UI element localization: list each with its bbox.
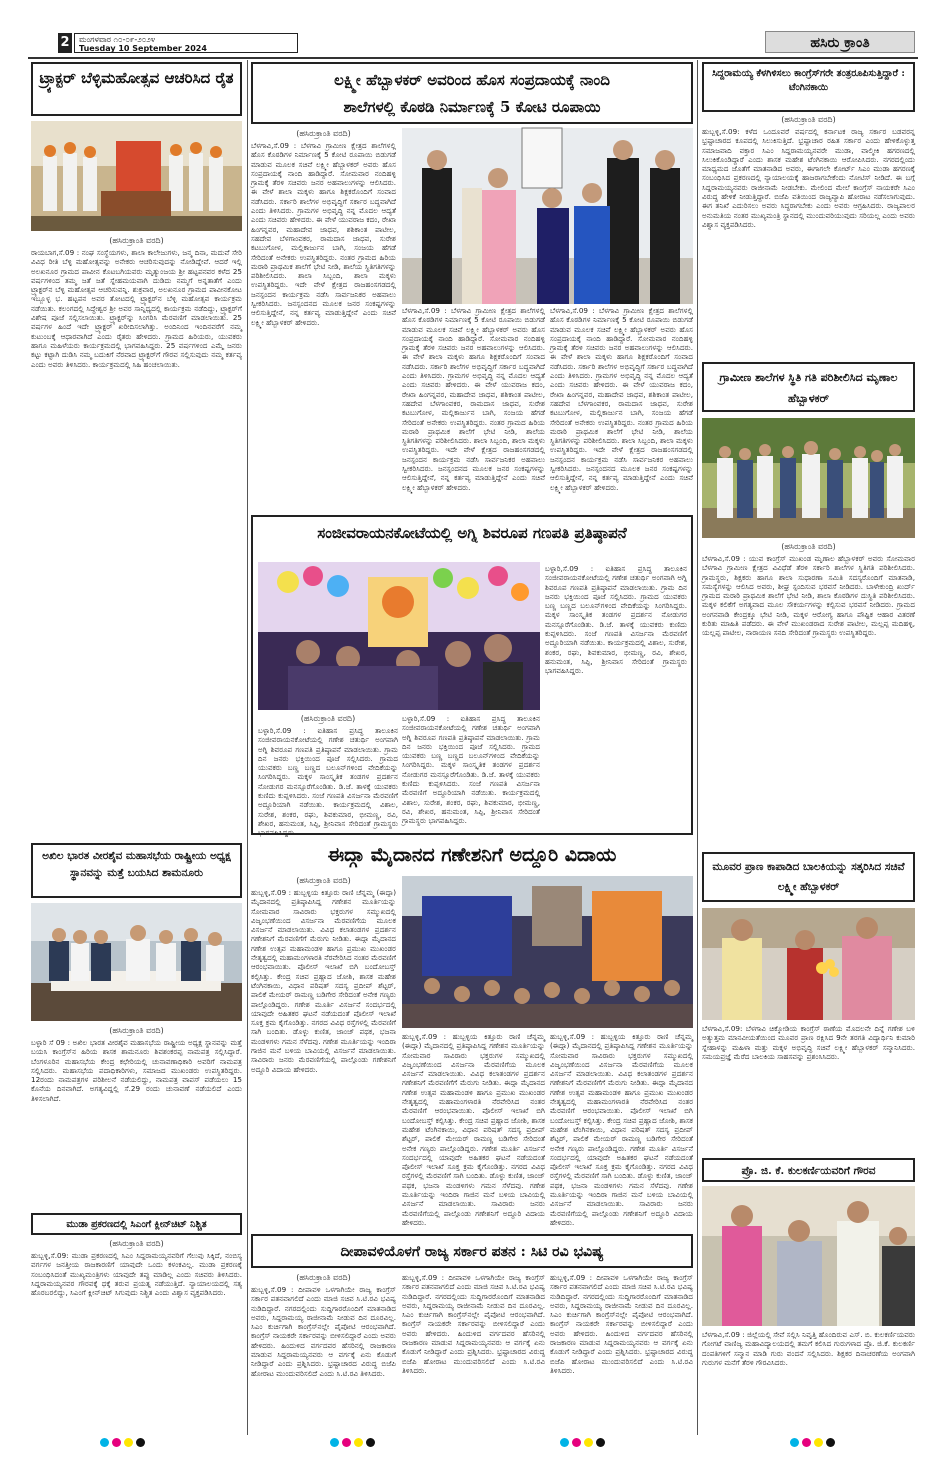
reg-dot-magenta bbox=[342, 1438, 351, 1447]
registration-marks-left bbox=[100, 1438, 145, 1448]
lakshmi-byline: (ಹಸಿರುಕ್ರಾಂತಿ ವರದಿ) bbox=[296, 129, 351, 138]
ganapati-body-col2: ಬಳ್ಳಾರಿ,ಸೆ.09 : ಐತಿಹಾಸ ಪ್ರಸಿದ್ಧ ತಾಲೂಕಿನ ಸಂಜೀವರಾಯನಕೋಟೆಯಲ್ಲಿ ಗಣೇಶ ಚತುರ್ಥಿ ಅಂಗವಾಗಿ ಅಗ್ನಿ ಶಿವರೂಪ ಗಣಪತಿ ಪ್ರತಿಷ್ಠಾಪನೆ ಮಾಡಲಾಯಿತು. ಗ್ರಾಮ ದಿನ ಜನರು ಭಕ್ತಿಯಿಂದ ಪೂಜೆ ಸಲ್ಲಿಸಿದರು. ಗ್ರಾಮದ ಯುವಕರು ಬಣ್ಣ ಬಣ್ಣದ ಬಲೂನ್‌ಗಳಿಂದ ವೇದಿಕೆಯನ್ನು ಸಿಂಗರಿಸಿದ್ದರು. ಮಕ್ಕಳ ಸಾಂಸ್ಕೃತಿಕ ತಂಡಗಳ ಪ್ರದರ್ಶನ ನೋಡುಗರ ಮನಸ್ಸೂರೆಗೊಂಡಿತು. ಡಿ.ಜೆ. ತಾಳಕ್ಕೆ ಯುವಕರು ಕುಣಿದು ಕುಪ್ಪಳಿಸಿದರು. ಸಂಜೆ ಗಣಪತಿ ವಿಸರ್ಜನಾ ಮೆರವಣಿಗೆ ಅದ್ದೂರಿಯಾಗಿ ನಡೆಯಿತು. ಕಾರ್ಯಕ್ರಮದಲ್ಲಿ ವಿಶಾಲ, ಸುರೇಶ, ಶಂಕರ, ರಘು, ಶಿವಕುಮಾರ, ಭೀಮಣ್ಣ, ರವಿ, ಶೇಖರ, ಹನುಮಂತ, ಸಿಪ್ಪಿ, ಶ್ರೀನಿವಾಸ ಸೇರಿದಂತೆ ಗ್ರಾಮಸ್ಥರು ಭಾಗವಹಿಸಿದ್ದರು. bbox=[402, 714, 540, 826]
lakshmi-body-col2: ಬೆಳಗಾವಿ,ಸೆ.09 : ಬೆಳಗಾವಿ ಗ್ರಾಮೀಣ ಕ್ಷೇತ್ರದ ಶಾಲೆಗಳಲ್ಲಿ ಹೊಸ ಕೊಠಡಿಗಳ ನಿರ್ಮಾಣಕ್ಕೆ 5 ಕೋಟಿ ರೂಪಾಯಿ ಬಿಡುಗಡೆ ಮಾಡುವ ಮೂಲಕ ಸಚಿವೆ ಲಕ್ಷ್ಮೀ ಹೆಬ್ಬಾಳಕರ್ ಅವರು ಹೊಸ ಸಂಪ್ರದಾಯಕ್ಕೆ ನಾಂದಿ ಹಾಡಿದ್ದಾರೆ. ಸೋಮವಾರ ನಂದಿಹಳ್ಳಿ ಗ್ರಾಮಕ್ಕೆ ತೆರಳಿ ಸಚಿವರು ಜನರ ಅಹವಾಲುಗಳನ್ನು ಆಲಿಸಿದರು. ಈ ವೇಳೆ ಶಾಲಾ ಮಕ್ಕಳು ಹಾಗೂ ಶಿಕ್ಷಕರೊಂದಿಗೆ ಸಂವಾದ ನಡೆಸಿದರು. ಸರ್ಕಾರಿ ಶಾಲೆಗಳ ಅಭಿವೃದ್ಧಿಗೆ ಸರ್ಕಾರ ಬದ್ಧವಾಗಿದೆ ಎಂದು ತಿಳಿಸಿದರು. ಗ್ರಾಮಗಳ ಅಭಿವೃದ್ಧಿ ನನ್ನ ಮೊದಲ ಆದ್ಯತೆ ಎಂದು ಸಚಿವರು ಹೇಳಿದರು. ಈ ವೇಳೆ ಯುವರಾಜ ಕದಂ, ರೇಖಾ ಹಿಂಗನ್ನವರ, ಮಹಾದೇವ ಜಾಧವ, ಶಶಿಕಾಂತ ಪಾಟೀಲ, ಸಹದೇವ ಬೆಳಗಾಂವಕರ, ರಾಮದಾಸ ಜಾಧವ, ಸುರೇಶ ಕಟಬುಗೋಳ, ಮಲ್ಲಿಕಾರ್ಜುನ ಬಾಗಿ, ಸಂಜಯ ಹೆಗಡೆ ಸೇರಿದಂತೆ ಅನೇಕರು ಉಪಸ್ಥಿತರಿದ್ದರು. ನಂತರ ಗ್ರಾಮದ ಹಿರಿಯ ಮರಾಠಿ ಪ್ರಾಥಮಿಕ ಶಾಲೆಗೆ ಭೇಟಿ ನೀಡಿ, ಶಾಲೆಯ ಸ್ಥಿತಿಗತಿಗಳನ್ನು ಪರಿಶೀಲಿಸಿದರು. ಶಾಲಾ ಸಿಬ್ಬಂದಿ, ಶಾಲಾ ಮಕ್ಕಳು ಉಪಸ್ಥಿತರಿದ್ದರು. ಇದೇ ವೇಳೆ ಕ್ಷೇತ್ರದ ರಾಜಹಂಸಗಡದಲ್ಲಿ ಜನಸ್ಪಂದನ ಕಾರ್ಯಕ್ರಮ ನಡೆಸಿ ಸಾರ್ವಜನಿಕರ ಅಹವಾಲು ಸ್ವೀಕರಿಸಿದರು. ಜನಸ್ಪಂದನದ ಮೂಲಕ ಜನರ ಸಂಕಷ್ಟಗಳನ್ನು ಆಲಿಸುತ್ತಿದ್ದೇನೆ, ನನ್ನ ಕರ್ತವ್ಯ ಮಾಡುತ್ತಿದ್ದೇನೆ ಎಂದು ಸಚಿವೆ ಲಕ್ಷ್ಮೀ ಹೆಬ್ಬಾಳಕರ್ ಹೇಳಿದರು. bbox=[402, 306, 545, 492]
reg-dot-yellow bbox=[124, 1438, 133, 1447]
reg-dot-cyan bbox=[330, 1438, 339, 1447]
tractor-headline-box bbox=[31, 62, 242, 116]
kulkarni-body: ಬೆಳಗಾವಿ,ಸೆ.09 : ಜಿಲ್ಲೆಯಲ್ಲಿ ಸೇವೆ ಸಲ್ಲಿಸಿ ನಿವೃತ್ತಿ ಹೊಂದಿರುವ ಎಸ್. ಬಿ. ಕುಲಕರ್ಣಿಯವರು ಗೋಗಟೆ ವಾಣಿಜ್ಯ ಮಹಾವಿದ್ಯಾಲಯದಲ್ಲಿ ತಮಗೆ ಕಲಿಸಿದ ಗುರುಗಳಾದ ಪ್ರೊ. ಜಿ.ಕೆ. ಕುಲಕರ್ಣಿ ದಂಪತಿಗಳಿಗೆ ಸನ್ಮಾನ ಮಾಡಿ ಗುರು ವಂದನೆ ಸಲ್ಲಿಸಿದರು. ಶಿಕ್ಷಕರ ದಿನಾಚರಣೆಯ ಅಂಗವಾಗಿ ಗುರುಗಳ ಮನೆಗೆ ತೆರಳಿ ಗೌರವಿಸಿದರು. bbox=[702, 1330, 915, 1367]
idgah-photo bbox=[402, 876, 693, 1028]
idgah-body-col3: ಹುಬ್ಬಳ್ಳಿ,ಸೆ.09 : ಹುಬ್ಬಳ್ಳಿಯ ಕಿತ್ತೂರು ರಾಣಿ ಚೆನ್ನಮ್ಮ (ಈದ್ಗಾ) ಮೈದಾನದಲ್ಲಿ ಪ್ರತಿಷ್ಠಾಪಿಸಿದ್ದ ಗಣೇಶನ ಮೂರ್ತಿಯನ್ನು ಸೋಮವಾರ ಸಾವಿರಾರು ಭಕ್ತರುಗಳ ಸಮ್ಮುಖದಲ್ಲಿ ವಿಜೃಂಭಣೆಯಿಂದ ವಿಸರ್ಜನಾ ಮೆರವಣಿಗೆಯ ಮೂಲಕ ವಿಸರ್ಜನೆ ಮಾಡಲಾಯಿತು. ವಿವಿಧ ಕಲಾತಂಡಗಳ ಪ್ರದರ್ಶನ ಗಣೇಶನಿಗೆ ಮೆರವಣಿಗೆಗೆ ಮೆರುಗು ನೀಡಿತು. ಈದ್ಗಾ ಮೈದಾನದ ಗಣೇಶ ಉತ್ಸವ ಮಹಾಮಂಡಳಿ ಹಾಗೂ ಪ್ರಮುಖ ಮುಖಂಡರ ನೇತೃತ್ವದಲ್ಲಿ ಮಹಾಮಂಗಳಾರತಿ ನೆರವೇರಿಸಿದ ನಂತರ ಮೆರವಣಿಗೆ ಆರಂಭವಾಯಿತು. ಪೊಲೀಸ್ ಇಲಾಖೆ ಬಿಗಿ ಬಂದೋಬಸ್ತ್ ಕಲ್ಪಿಸಿತ್ತು. ಕೇಂದ್ರ ಸಚಿವ ಪ್ರಹ್ಲಾದ ಜೋಶಿ, ಶಾಸಕ ಮಹೇಶ ಟೆಂಗಿನಕಾಯಿ, ವಿಧಾನ ಪರಿಷತ್ ಸದಸ್ಯ ಪ್ರದೀಪ್ ಶೆಟ್ಟರ್, ಪಾಲಿಕೆ ಮೇಯರ್ ರಾಮಣ್ಣ ಬಡಿಗೇರ ಸೇರಿದಂತೆ ಅನೇಕ ಗಣ್ಯರು ಪಾಲ್ಗೊಂಡಿದ್ದರು. ಗಣೇಶ ಮೂರ್ತಿ ವಿಸರ್ಜನೆ ಸಂದರ್ಭದಲ್ಲಿ ಯಾವುದೇ ಅಹಿತಕರ ಘಟನೆ ನಡೆಯದಂತೆ ಪೊಲೀಸ್ ಇಲಾಖೆ ಸೂಕ್ತ ಕ್ರಮ ಕೈಗೊಂಡಿತ್ತು. ನಗರದ ವಿವಿಧ ರಸ್ತೆಗಳಲ್ಲಿ ಮೆರವಣಿಗೆ ಸಾಗಿ ಬಂದಿತು. ಡೊಳ್ಳು ಕುಣಿತ, ಜಾಂಜ್ ಪಥಕ, ಭಜನಾ ಮಂಡಳಿಗಳು ಗಮನ ಸೆಳೆದವು. ಗಣೇಶ ಮೂರ್ತಿಯನ್ನು ಇಂದಿರಾ ಗಾಜಿನ ಮನೆ ಬಳಿಯ ಬಾವಿಯಲ್ಲಿ ವಿಸರ್ಜನೆ ಮಾಡಲಾಯಿತು. ಸಾವಿರಾರು ಜನರು ಮೆರವಣಿಗೆಯಲ್ಲಿ ಪಾಲ್ಗೊಂಡು ಗಣೇಶನಿಗೆ ಅದ್ದೂರಿ ವಿದಾಯ ಹೇಳಿದರು. bbox=[550, 1032, 693, 1227]
shamanur-headline-box bbox=[31, 843, 242, 898]
lakshmi-body-col3: ಬೆಳಗಾವಿ,ಸೆ.09 : ಬೆಳಗಾವಿ ಗ್ರಾಮೀಣ ಕ್ಷೇತ್ರದ ಶಾಲೆಗಳಲ್ಲಿ ಹೊಸ ಕೊಠಡಿಗಳ ನಿರ್ಮಾಣಕ್ಕೆ 5 ಕೋಟಿ ರೂಪಾಯಿ ಬಿಡುಗಡೆ ಮಾಡುವ ಮೂಲಕ ಸಚಿವೆ ಲಕ್ಷ್ಮೀ ಹೆಬ್ಬಾಳಕರ್ ಅವರು ಹೊಸ ಸಂಪ್ರದಾಯಕ್ಕೆ ನಾಂದಿ ಹಾಡಿದ್ದಾರೆ. ಸೋಮವಾರ ನಂದಿಹಳ್ಳಿ ಗ್ರಾಮಕ್ಕೆ ತೆರಳಿ ಸಚಿವರು ಜನರ ಅಹವಾಲುಗಳನ್ನು ಆಲಿಸಿದರು. ಈ ವೇಳೆ ಶಾಲಾ ಮಕ್ಕಳು ಹಾಗೂ ಶಿಕ್ಷಕರೊಂದಿಗೆ ಸಂವಾದ ನಡೆಸಿದರು. ಸರ್ಕಾರಿ ಶಾಲೆಗಳ ಅಭಿವೃದ್ಧಿಗೆ ಸರ್ಕಾರ ಬದ್ಧವಾಗಿದೆ ಎಂದು ತಿಳಿಸಿದರು. ಗ್ರಾಮಗಳ ಅಭಿವೃದ್ಧಿ ನನ್ನ ಮೊದಲ ಆದ್ಯತೆ ಎಂದು ಸಚಿವರು ಹೇಳಿದರು. ಈ ವೇಳೆ ಯುವರಾಜ ಕದಂ, ರೇಖಾ ಹಿಂಗನ್ನವರ, ಮಹಾದೇವ ಜಾಧವ, ಶಶಿಕಾಂತ ಪಾಟೀಲ, ಸಹದೇವ ಬೆಳಗಾಂವಕರ, ರಾಮದಾಸ ಜಾಧವ, ಸುರೇಶ ಕಟಬುಗೋಳ, ಮಲ್ಲಿಕಾರ್ಜುನ ಬಾಗಿ, ಸಂಜಯ ಹೆಗಡೆ ಸೇರಿದಂತೆ ಅನೇಕರು ಉಪಸ್ಥಿತರಿದ್ದರು. ನಂತರ ಗ್ರಾಮದ ಹಿರಿಯ ಮರಾಠಿ ಪ್ರಾಥಮಿಕ ಶಾಲೆಗೆ ಭೇಟಿ ನೀಡಿ, ಶಾಲೆಯ ಸ್ಥಿತಿಗತಿಗಳನ್ನು ಪರಿಶೀಲಿಸಿದರು. ಶಾಲಾ ಸಿಬ್ಬಂದಿ, ಶಾಲಾ ಮಕ್ಕಳು ಉಪಸ್ಥಿತರಿದ್ದರು. ಇದೇ ವೇಳೆ ಕ್ಷೇತ್ರದ ರಾಜಹಂಸಗಡದಲ್ಲಿ ಜನಸ್ಪಂದನ ಕಾರ್ಯಕ್ರಮ ನಡೆಸಿ ಸಾರ್ವಜನಿಕರ ಅಹವಾಲು ಸ್ವೀಕರಿಸಿದರು. ಜನಸ್ಪಂದನದ ಮೂಲಕ ಜನರ ಸಂಕಷ್ಟಗಳನ್ನು ಆಲಿಸುತ್ತಿದ್ದೇನೆ, ನನ್ನ ಕರ್ತವ್ಯ ಮಾಡುತ್ತಿದ್ದೇನೆ ಎಂದು ಸಚಿವೆ ಲಕ್ಷ್ಮೀ ಹೆಬ್ಬಾಳಕರ್ ಹೇಳಿದರು. bbox=[550, 306, 693, 492]
mooru-body: ಬೆಳಗಾವಿ,ಸೆ.09: ಬೆಳಗಾವಿ ಚಿಕ್ಕೋಡಿಯ ಕಾಂಗ್ರೆಸ್ ಠಾಣೆಯ ಮೊದಲನೇ ದಿನ್ನೆ ಗಣೇಶ ಬಳಿ ಅತ್ಯುತ್ತಮ ಮಾನವೀಯತೆಯಿಂದ ಮೂವರ ಪ್ರಾಣ ರಕ್ಷಿಸಿದ 9ನೇ ತರಗತಿ ವಿದ್ಯಾರ್ಥಿನಿ ಕುಮಾರಿ ಸ್ನೇಹಾಳನ್ನು ಮಹಿಳಾ ಮತ್ತು ಮಕ್ಕಳ ಅಭಿವೃದ್ಧಿ ಸಚಿವೆ ಲಕ್ಷ್ಮೀ ಹೆಬ್ಬಾಳಕರ್ ಸನ್ಮಾನಿಸಿದರು. ಸಮಯಪ್ರಜ್ಞೆ ಮೆರೆದ ಬಾಲಕಿಯ ಸಾಹಸವನ್ನು ಪ್ರಶಂಸಿಸಿದರು. bbox=[702, 1024, 915, 1061]
reg-dot-black bbox=[596, 1438, 605, 1447]
shamanur-photo bbox=[31, 903, 242, 1021]
tractor-body: ರಾಯಬಾಗ,ಸೆ.09 : ನಂಘ ಸಂಸ್ಥೆಯಗಳು, ಶಾಲಾ ಕಾಲೇಜುಗಳು, ಜನ್ಮ ದಿನಾ, ಮದುವೆ ಸೇರಿ ವಿವಿಧ ರೀತಿ ಬೆಳ್ಳಿ ಮಹೋತ್ಸವನ್ನು ಅನೇಕರು ಆಚರಿಸುವುದನ್ನು ನೋಡಿದ್ದೇವೆ. ಆದರೆ ಇಲ್ಲಿ ಅಲಖನೂರ ಗ್ರಾಮದ ಪಾವೀನ ಕೊಟಬಗಿಯವರು ಮೃತ್ಯುಂಜಯ ಶ್ರೀ ಹಟ್ಟಪನವರ ಕಳೆದ 25 ವರ್ಷಗಳಿಂದ ತಮ್ಮ ಜತೆ ಜತೆ ಸ್ನೇಹಮಯವಾಗಿ ದುಡಿದು ನಮ್ಮಗೆ ಅನ್ನತಾತೆಗೆ ಎಂದು ಟ್ರ್ಯಾಕ್ಟರ್‌ನ ಬೆಳ್ಳಿ ಮಹೋತ್ಸವ ಆಚರಿಸುವನ್ನಿ. ಶುಕ್ರವಾರ, ಅಲಖನೂರ ಗ್ರಾಮದ ಪಾವೀನಕೋಟ ಇಬ್ಬೂಳ್ಳ ಭ. ಹಟ್ಟಪನ ಅವರ ತೋಟದಲ್ಲಿ ಟ್ರ್ಯಾಕ್ಟರ್‌ನ ಬೆಳ್ಳಿ ಮಹೋತ್ಸವ ಕಾರ್ಯಕ್ರಮ ನಡೆಯಿತು. ಕಲಂಗದಲ್ಲಿ ಸಿದ್ಧೇಶ್ವರ ಶ್ರೀ ಅವರ ಸಾನ್ನಿಧ್ಯದಲ್ಲಿ ಕಾರ್ಯಕ್ರಮ ನಡೆದಿದ್ದು, ಟ್ರ್ಯಾಕ್ಟರ್‌ಗೆ ವಿಶೇಷ ಪೂಜೆ ಸಲ್ಲಿಸಲಾಯಿತು. ಟ್ರ್ಯಾಕ್ಟರ್‌ನ್ನು ಸಿಂಗರಿಸಿ ಮೆರವಣಿಗೆ ಮಾಡಲಾಯಿತು. 25 ವರ್ಷಗಳ ಹಿಂದೆ ಇದೇ ಟ್ರ್ಯಾಕ್ಟರ್ ಖರೀದಿಸಲಾಗಿತ್ತು. ಅಂದಿನಿಂದ ಇಂದಿನವರೆಗೆ ನಮ್ಮ ಕುಟುಂಬಕ್ಕೆ ಆಧಾರವಾಗಿದೆ ಎಂದು ರೈತರು ಹೇಳಿದರು. ಗ್ರಾಮದ ಹಿರಿಯರು, ಯುವಕರು ಹಾಗೂ ಮಹಿಳೆಯರು ಕಾರ್ಯಕ್ರಮದಲ್ಲಿ ಭಾಗವಹಿಸಿದ್ದರು. 25 ವರ್ಷಗಳಿಂದ ಎಮ್ಮೆ ಜನರು ಕಟ್ಟು ಕಟ್ಟಾಗಿ ದುಡಿಸಿ ನಮ್ಮ ಬದುಕಿಗೆ ನೆರವಾದ ಟ್ರ್ಯಾಕ್ಟರ್‌ಗೆ ಗೌರವ ಸಲ್ಲಿಸುವುದು ನಮ್ಮ ಕರ್ತವ್ಯ ಎಂದು ಅವರು ತಿಳಿಸಿದರು. ಕಾರ್ಯಕ್ರಮದಲ್ಲಿ ಸಿಹಿ ಹಂಚಲಾಯಿತು. bbox=[31, 248, 242, 369]
tractor-byline: (ಹಸಿರುಕ್ರಾಂತಿ ವರದಿ) bbox=[109, 236, 164, 245]
idgah-body-col1: ಹುಬ್ಬಳ್ಳಿ,ಸೆ.09 : ಹುಬ್ಬಳ್ಳಿಯ ಕಿತ್ತೂರು ರಾಣಿ ಚೆನ್ನಮ್ಮ (ಈದ್ಗಾ) ಮೈದಾನದಲ್ಲಿ ಪ್ರತಿಷ್ಠಾಪಿಸಿದ್ದ ಗಣೇಶನ ಮೂರ್ತಿಯನ್ನು ಸೋಮವಾರ ಸಾವಿರಾರು ಭಕ್ತರುಗಳ ಸಮ್ಮುಖದಲ್ಲಿ ವಿಜೃಂಭಣೆಯಿಂದ ವಿಸರ್ಜನಾ ಮೆರವಣಿಗೆಯ ಮೂಲಕ ವಿಸರ್ಜನೆ ಮಾಡಲಾಯಿತು. ವಿವಿಧ ಕಲಾತಂಡಗಳ ಪ್ರದರ್ಶನ ಗಣೇಶನಿಗೆ ಮೆರವಣಿಗೆಗೆ ಮೆರುಗು ನೀಡಿತು. ಈದ್ಗಾ ಮೈದಾನದ ಗಣೇಶ ಉತ್ಸವ ಮಹಾಮಂಡಳಿ ಹಾಗೂ ಪ್ರಮುಖ ಮುಖಂಡರ ನೇತೃತ್ವದಲ್ಲಿ ಮಹಾಮಂಗಳಾರತಿ ನೆರವೇರಿಸಿದ ನಂತರ ಮೆರವಣಿಗೆ ಆರಂಭವಾಯಿತು. ಪೊಲೀಸ್ ಇಲಾಖೆ ಬಿಗಿ ಬಂದೋಬಸ್ತ್ ಕಲ್ಪಿಸಿತ್ತು. ಕೇಂದ್ರ ಸಚಿವ ಪ್ರಹ್ಲಾದ ಜೋಶಿ, ಶಾಸಕ ಮಹೇಶ ಟೆಂಗಿನಕಾಯಿ, ವಿಧಾನ ಪರಿಷತ್ ಸದಸ್ಯ ಪ್ರದೀಪ್ ಶೆಟ್ಟರ್, ಪಾಲಿಕೆ ಮೇಯರ್ ರಾಮಣ್ಣ ಬಡಿಗೇರ ಸೇರಿದಂತೆ ಅನೇಕ ಗಣ್ಯರು ಪಾಲ್ಗೊಂಡಿದ್ದರು. ಗಣೇಶ ಮೂರ್ತಿ ವಿಸರ್ಜನೆ ಸಂದರ್ಭದಲ್ಲಿ ಯಾವುದೇ ಅಹಿತಕರ ಘಟನೆ ನಡೆಯದಂತೆ ಪೊಲೀಸ್ ಇಲಾಖೆ ಸೂಕ್ತ ಕ್ರಮ ಕೈಗೊಂಡಿತ್ತು. ನಗರದ ವಿವಿಧ ರಸ್ತೆಗಳಲ್ಲಿ ಮೆರವಣಿಗೆ ಸಾಗಿ ಬಂದಿತು. ಡೊಳ್ಳು ಕುಣಿತ, ಜಾಂಜ್ ಪಥಕ, ಭಜನಾ ಮಂಡಳಿಗಳು ಗಮನ ಸೆಳೆದವು. ಗಣೇಶ ಮೂರ್ತಿಯನ್ನು ಇಂದಿರಾ ಗಾಜಿನ ಮನೆ ಬಳಿಯ ಬಾವಿಯಲ್ಲಿ ವಿಸರ್ಜನೆ ಮಾಡಲಾಯಿತು. ಸಾವಿರಾರು ಜನರು ಮೆರವಣಿಗೆಯಲ್ಲಿ ಪಾಲ್ಗೊಂಡು ಗಣೇಶನಿಗೆ ಅದ್ದೂರಿ ವಿದಾಯ ಹೇಳಿದರು. bbox=[251, 888, 396, 1074]
mrinal-headline: ಗ್ರಾಮೀಣ ಶಾಲೆಗಳ ಸ್ಥಿತಿ ಗತಿ ಪರಿಶೀಲಿಸಿದ ಮೃಣಾಲ ಹೆಬ್ಬಾಳಕರ್ bbox=[719, 371, 898, 405]
page-number: 2 bbox=[58, 33, 72, 53]
date-line bbox=[74, 33, 298, 53]
idgah-body-col2: ಹುಬ್ಬಳ್ಳಿ,ಸೆ.09 : ಹುಬ್ಬಳ್ಳಿಯ ಕಿತ್ತೂರು ರಾಣಿ ಚೆನ್ನಮ್ಮ (ಈದ್ಗಾ) ಮೈದಾನದಲ್ಲಿ ಪ್ರತಿಷ್ಠಾಪಿಸಿದ್ದ ಗಣೇಶನ ಮೂರ್ತಿಯನ್ನು ಸೋಮವಾರ ಸಾವಿರಾರು ಭಕ್ತರುಗಳ ಸಮ್ಮುಖದಲ್ಲಿ ವಿಜೃಂಭಣೆಯಿಂದ ವಿಸರ್ಜನಾ ಮೆರವಣಿಗೆಯ ಮೂಲಕ ವಿಸರ್ಜನೆ ಮಾಡಲಾಯಿತು. ವಿವಿಧ ಕಲಾತಂಡಗಳ ಪ್ರದರ್ಶನ ಗಣೇಶನಿಗೆ ಮೆರವಣಿಗೆಗೆ ಮೆರುಗು ನೀಡಿತು. ಈದ್ಗಾ ಮೈದಾನದ ಗಣೇಶ ಉತ್ಸವ ಮಹಾಮಂಡಳಿ ಹಾಗೂ ಪ್ರಮುಖ ಮುಖಂಡರ ನೇತೃತ್ವದಲ್ಲಿ ಮಹಾಮಂಗಳಾರತಿ ನೆರವೇರಿಸಿದ ನಂತರ ಮೆರವಣಿಗೆ ಆರಂಭವಾಯಿತು. ಪೊಲೀಸ್ ಇಲಾಖೆ ಬಿಗಿ ಬಂದೋಬಸ್ತ್ ಕಲ್ಪಿಸಿತ್ತು. ಕೇಂದ್ರ ಸಚಿವ ಪ್ರಹ್ಲಾದ ಜೋಶಿ, ಶಾಸಕ ಮಹೇಶ ಟೆಂಗಿನಕಾಯಿ, ವಿಧಾನ ಪರಿಷತ್ ಸದಸ್ಯ ಪ್ರದೀಪ್ ಶೆಟ್ಟರ್, ಪಾಲಿಕೆ ಮೇಯರ್ ರಾಮಣ್ಣ ಬಡಿಗೇರ ಸೇರಿದಂತೆ ಅನೇಕ ಗಣ್ಯರು ಪಾಲ್ಗೊಂಡಿದ್ದರು. ಗಣೇಶ ಮೂರ್ತಿ ವಿಸರ್ಜನೆ ಸಂದರ್ಭದಲ್ಲಿ ಯಾವುದೇ ಅಹಿತಕರ ಘಟನೆ ನಡೆಯದಂತೆ ಪೊಲೀಸ್ ಇಲಾಖೆ ಸೂಕ್ತ ಕ್ರಮ ಕೈಗೊಂಡಿತ್ತು. ನಗರದ ವಿವಿಧ ರಸ್ತೆಗಳಲ್ಲಿ ಮೆರವಣಿಗೆ ಸಾಗಿ ಬಂದಿತು. ಡೊಳ್ಳು ಕುಣಿತ, ಜಾಂಜ್ ಪಥಕ, ಭಜನಾ ಮಂಡಳಿಗಳು ಗಮನ ಸೆಳೆದವು. ಗಣೇಶ ಮೂರ್ತಿಯನ್ನು ಇಂದಿರಾ ಗಾಜಿನ ಮನೆ ಬಳಿಯ ಬಾವಿಯಲ್ಲಿ ವಿಸರ್ಜನೆ ಮಾಡಲಾಯಿತು. ಸಾವಿರಾರು ಜನರು ಮೆರವಣಿಗೆಯಲ್ಲಿ ಪಾಲ್ಗೊಂಡು ಗಣೇಶನಿಗೆ ಅದ್ದೂರಿ ವಿದಾಯ ಹೇಳಿದರು. bbox=[402, 1032, 545, 1227]
mooru-headline-box bbox=[702, 852, 915, 902]
ctravi-body-col3: ಹುಬ್ಬಳ್ಳಿ,ಸೆ.09 : ದೀಪಾವಳಿ ಒಳಗಾಗಿಯೇ ರಾಜ್ಯ ಕಾಂಗ್ರೆಸ್ ಸರ್ಕಾರ ಪತನವಾಗಲಿದೆ ಎಂದು ಮಾಜಿ ಸಚಿವ ಸಿ.ಟಿ.ರವಿ ಭವಿಷ್ಯ ನುಡಿದಿದ್ದಾರೆ. ನಗರದಲ್ಲಿಂದು ಸುದ್ದಿಗಾರರೊಂದಿಗೆ ಮಾತನಾಡಿದ ಅವರು, ಸಿದ್ದರಾಮಯ್ಯ ರಾಜೀನಾಮೆ ನೀಡುವ ದಿನ ದೂರವಿಲ್ಲ. ಸಿಎಂ ಕುರ್ಚಿಗಾಗಿ ಕಾಂಗ್ರೆಸ್‌ನಲ್ಲೇ ಪೈಪೋಟಿ ಆರಂಭವಾಗಿದೆ. ಕಾಂಗ್ರೆಸ್ ನಾಯಕರೇ ಸರ್ಕಾರವನ್ನು ಬೀಳಿಸಲಿದ್ದಾರೆ ಎಂದು ಅವರು ಹೇಳಿದರು. ಹಿಂದುಳಿದ ವರ್ಗದವರ ಹೆಸರಿನಲ್ಲಿ ರಾಜಕಾರಣ ಮಾಡುವ ಸಿದ್ದರಾಮಯ್ಯನವರು ಆ ವರ್ಗಕ್ಕೆ ಏನು ಕೊಡುಗೆ ನೀಡಿದ್ದಾರೆ ಎಂದು ಪ್ರಶ್ನಿಸಿದರು. ಭ್ರಷ್ಟಾಚಾರದ ವಿರುದ್ಧ ಬಿಜೆಪಿ ಹೋರಾಟ ಮುಂದುವರಿಸಲಿದೆ ಎಂದು ಸಿ.ಟಿ.ರವಿ ತಿಳಿಸಿದರು. bbox=[550, 1273, 693, 1375]
registration-marks-right bbox=[790, 1438, 835, 1448]
ctravi-body-col2: ಹುಬ್ಬಳ್ಳಿ,ಸೆ.09 : ದೀಪಾವಳಿ ಒಳಗಾಗಿಯೇ ರಾಜ್ಯ ಕಾಂಗ್ರೆಸ್ ಸರ್ಕಾರ ಪತನವಾಗಲಿದೆ ಎಂದು ಮಾಜಿ ಸಚಿವ ಸಿ.ಟಿ.ರವಿ ಭವಿಷ್ಯ ನುಡಿದಿದ್ದಾರೆ. ನಗರದಲ್ಲಿಂದು ಸುದ್ದಿಗಾರರೊಂದಿಗೆ ಮಾತನಾಡಿದ ಅವರು, ಸಿದ್ದರಾಮಯ್ಯ ರಾಜೀನಾಮೆ ನೀಡುವ ದಿನ ದೂರವಿಲ್ಲ. ಸಿಎಂ ಕುರ್ಚಿಗಾಗಿ ಕಾಂಗ್ರೆಸ್‌ನಲ್ಲೇ ಪೈಪೋಟಿ ಆರಂಭವಾಗಿದೆ. ಕಾಂಗ್ರೆಸ್ ನಾಯಕರೇ ಸರ್ಕಾರವನ್ನು ಬೀಳಿಸಲಿದ್ದಾರೆ ಎಂದು ಅವರು ಹೇಳಿದರು. ಹಿಂದುಳಿದ ವರ್ಗದವರ ಹೆಸರಿನಲ್ಲಿ ರಾಜಕಾರಣ ಮಾಡುವ ಸಿದ್ದರಾಮಯ್ಯನವರು ಆ ವರ್ಗಕ್ಕೆ ಏನು ಕೊಡುಗೆ ನೀಡಿದ್ದಾರೆ ಎಂದು ಪ್ರಶ್ನಿಸಿದರು. ಭ್ರಷ್ಟಾಚಾರದ ವಿರುದ್ಧ ಬಿಜೆಪಿ ಹೋರಾಟ ಮುಂದುವರಿಸಲಿದೆ ಎಂದು ಸಿ.ಟಿ.ರವಿ ತಿಳಿಸಿದರು. bbox=[402, 1273, 545, 1375]
mrinal-body: ಬೆಳಗಾವಿ,ಸೆ.09 : ಯುವ ಕಾಂಗ್ರೆಸ್ ಮುಖಂಡ ಮೃಣಾಲ ಹೆಬ್ಬಾಳಕರ್ ಅವರು ಸೋಮವಾರ ಬೆಳಗಾವಿ ಗ್ರಾಮೀಣ ಕ್ಷೇತ್ರದ ವಿವಿಧೆಡೆ ತೆರಳಿ ಸರ್ಕಾರಿ ಶಾಲೆಗಳ ಸ್ಥಿತಿಗತಿ ಪರಿಶೀಲಿಸಿದರು. ಗ್ರಾಮಸ್ಥರು, ಶಿಕ್ಷಕರು ಹಾಗೂ ಶಾಲಾ ಸುಧಾರಣಾ ಸಮಿತಿ ಸದಸ್ಯರೊಂದಿಗೆ ಮಾತನಾಡಿ, ಸಮಸ್ಯೆಗಳನ್ನು ಆಲಿಸಿದ ಅವರು, ಶೀಘ್ರ ಸ್ಪಂದಿಸುವ ಭರವಸೆ ನೀಡಿದರು. ಬಾಳೇಕುಂದ್ರಿ ಖುರ್ದ್ ಗ್ರಾಮದ ಮರಾಠಿ ಪ್ರಾಥಮಿಕ ಶಾಲೆಗೆ ಭೇಟಿ ನೀಡಿ, ಶಾಲಾ ಕೊಠಡಿಗಳ ದುಸ್ಥಿತಿ ಪರಿಶೀಲಿಸಿದರು. ಮಕ್ಕಳ ಕಲಿಕೆಗೆ ಅಗತ್ಯವಾದ ಮೂಲ ಸೌಕರ್ಯಗಳನ್ನು ಕಲ್ಪಿಸುವ ಭರವಸೆ ನೀಡಿದರು. ಗ್ರಾಮದ ಅಂಗನವಾಡಿ ಕೇಂದ್ರಕ್ಕೂ ಭೇಟಿ ನೀಡಿ, ಮಕ್ಕಳ ಆರೋಗ್ಯ ಹಾಗೂ ಪೌಷ್ಟಿಕ ಆಹಾರ ವಿತರಣೆ ಕುರಿತು ಮಾಹಿತಿ ಪಡೆದರು. ಈ ವೇಳೆ ಮುಖಂಡರಾದ ಸುರೇಶ ಪಾಟೀಲ, ಮಲ್ಲಪ್ಪ ಮದಿಹಳ್ಳಿ, ಯಲ್ಲಪ್ಪ ಪಾಟೀಲ, ನಾರಾಯಣ ಸನದಿ ಸೇರಿದಂತೆ ಗ್ರಾಮಸ್ಥರು ಉಪಸ್ಥಿತರಿದ್ದರು. bbox=[702, 554, 915, 638]
muda-byline: (ಹಸಿರುಕ್ರಾಂತಿ ವರದಿ) bbox=[109, 1239, 164, 1248]
mrinal-photo bbox=[702, 418, 915, 538]
ganapati-headline: ಸಂಜೀವರಾಯನಕೋಟೆಯಲ್ಲಿ ಅಗ್ನಿ ಶಿವರೂಪ ಗಣಪತಿ ಪ್ರತಿಷ್ಠಾಪನೆ bbox=[317, 524, 627, 542]
registration-marks-midright bbox=[560, 1438, 605, 1448]
tractor-photo bbox=[31, 121, 242, 231]
newspaper-brand: ಹಸಿರು ಕ್ರಾಂತಿ bbox=[765, 31, 915, 53]
ganapati-body-right: ಬಳ್ಳಾರಿ,ಸೆ.09 : ಐತಿಹಾಸ ಪ್ರಸಿದ್ಧ ತಾಲೂಕಿನ ಸಂಜೀವರಾಯನಕೋಟೆಯಲ್ಲಿ ಗಣೇಶ ಚತುರ್ಥಿ ಅಂಗವಾಗಿ ಅಗ್ನಿ ಶಿವರೂಪ ಗಣಪತಿ ಪ್ರತಿಷ್ಠಾಪನೆ ಮಾಡಲಾಯಿತು. ಗ್ರಾಮ ದಿನ ಜನರು ಭಕ್ತಿಯಿಂದ ಪೂಜೆ ಸಲ್ಲಿಸಿದರು. ಗ್ರಾಮದ ಯುವಕರು ಬಣ್ಣ ಬಣ್ಣದ ಬಲೂನ್‌ಗಳಿಂದ ವೇದಿಕೆಯನ್ನು ಸಿಂಗರಿಸಿದ್ದರು. ಮಕ್ಕಳ ಸಾಂಸ್ಕೃತಿಕ ತಂಡಗಳ ಪ್ರದರ್ಶನ ನೋಡುಗರ ಮನಸ್ಸೂರೆಗೊಂಡಿತು. ಡಿ.ಜೆ. ತಾಳಕ್ಕೆ ಯುವಕರು ಕುಣಿದು ಕುಪ್ಪಳಿಸಿದರು. ಸಂಜೆ ಗಣಪತಿ ವಿಸರ್ಜನಾ ಮೆರವಣಿಗೆ ಅದ್ದೂರಿಯಾಗಿ ನಡೆಯಿತು. ಕಾರ್ಯಕ್ರಮದಲ್ಲಿ ವಿಶಾಲ, ಸುರೇಶ, ಶಂಕರ, ರಘು, ಶಿವಕುಮಾರ, ಭೀಮಣ್ಣ, ರವಿ, ಶೇಖರ, ಹನುಮಂತ, ಸಿಪ್ಪಿ, ಶ್ರೀನಿವಾಸ ಸೇರಿದಂತೆ ಗ್ರಾಮಸ್ಥರು ಭಾಗವಹಿಸಿದ್ದರು. bbox=[545, 564, 687, 676]
kulkarni-photo bbox=[702, 1186, 915, 1326]
shamanur-body: ಬಳ್ಳಾರಿ ಸೆ 09 : ಅಖಿಲ ಭಾರತ ವೀರಶೈವ ಮಹಾಸಭೆಯ ರಾಷ್ಟ್ರೀಯ ಅಧ್ಯಕ್ಷ ಸ್ಥಾನವನ್ನು ಮತ್ತೆ ಬಯಸಿ ಕಾಂಗ್ರೆಸ್‌ನ ಹಿರಿಯ ಶಾಸಕ ಶಾಮನೂರು ಶಿವಶಂಕರಪ್ಪ ನಾಮಪತ್ರ ಸಲ್ಲಿಸಿದ್ದಾರೆ. ಬೆಂಗಳೂರಿನ ಮಹಾಸಭೆಯ ಕೇಂದ್ರ ಕಛೇರಿಯಲ್ಲಿ ಚುನಾವಣಾಧಿಕಾರಿ ಅವರಿಗೆ ನಾಮಪತ್ರ ಸಲ್ಲಿಸಿದರು. ಮಹಾಸಭೆಯ ಪದಾಧಿಕಾರಿಗಳು, ಸಮಾಜದ ಮುಖಂಡರು ಉಪಸ್ಥಿತರಿದ್ದರು. 12ರಂದು ನಾಮಪತ್ರಗಳ ಪರಿಶೀಲನೆ ನಡೆಯಲಿದ್ದು, ನಾಮಪತ್ರ ವಾಪಸ್ ಪಡೆಯಲು 15 ಕೊನೆಯ ದಿನವಾಗಿದೆ. ಅಗತ್ಯವಿದ್ದಲ್ಲಿ ಸೆ.29 ರಂದು ಚುನಾವಣೆ ನಡೆಯಲಿದೆ ಎಂದು ತಿಳಿಸಲಾಗಿದೆ. bbox=[31, 1038, 242, 1103]
ctravi-headline-box bbox=[251, 1234, 693, 1268]
ctravi-body-col1: ಹುಬ್ಬಳ್ಳಿ,ಸೆ.09 : ದೀಪಾವಳಿ ಒಳಗಾಗಿಯೇ ರಾಜ್ಯ ಕಾಂಗ್ರೆಸ್ ಸರ್ಕಾರ ಪತನವಾಗಲಿದೆ ಎಂದು ಮಾಜಿ ಸಚಿವ ಸಿ.ಟಿ.ರವಿ ಭವಿಷ್ಯ ನುಡಿದಿದ್ದಾರೆ. ನಗರದಲ್ಲಿಂದು ಸುದ್ದಿಗಾರರೊಂದಿಗೆ ಮಾತನಾಡಿದ ಅವರು, ಸಿದ್ದರಾಮಯ್ಯ ರಾಜೀನಾಮೆ ನೀಡುವ ದಿನ ದೂರವಿಲ್ಲ. ಸಿಎಂ ಕುರ್ಚಿಗಾಗಿ ಕಾಂಗ್ರೆಸ್‌ನಲ್ಲೇ ಪೈಪೋಟಿ ಆರಂಭವಾಗಿದೆ. ಕಾಂಗ್ರೆಸ್ ನಾಯಕರೇ ಸರ್ಕಾರವನ್ನು ಬೀಳಿಸಲಿದ್ದಾರೆ ಎಂದು ಅವರು ಹೇಳಿದರು. ಹಿಂದುಳಿದ ವರ್ಗದವರ ಹೆಸರಿನಲ್ಲಿ ರಾಜಕಾರಣ ಮಾಡುವ ಸಿದ್ದರಾಮಯ್ಯನವರು ಆ ವರ್ಗಕ್ಕೆ ಏನು ಕೊಡುಗೆ ನೀಡಿದ್ದಾರೆ ಎಂದು ಪ್ರಶ್ನಿಸಿದರು. ಭ್ರಷ್ಟಾಚಾರದ ವಿರುದ್ಧ ಬಿಜೆಪಿ ಹೋರಾಟ ಮುಂದುವರಿಸಲಿದೆ ಎಂದು ಸಿ.ಟಿ.ರವಿ ತಿಳಿಸಿದರು. bbox=[251, 1285, 396, 1378]
lakshmi-photo bbox=[402, 128, 693, 304]
reg-dot-magenta bbox=[572, 1438, 581, 1447]
reg-dot-black bbox=[366, 1438, 375, 1447]
reg-dot-cyan bbox=[560, 1438, 569, 1447]
mooru-headline: ಮೂವರ ಪ್ರಾಣ ಕಾಪಾಡಿದ ಬಾಲಕಿಯನ್ನು ಸತ್ಕರಿಸಿದ ಸಚಿವೆ ಲಕ್ಷ್ಮೀ ಹೆಬ್ಬಾಳಕರ್ bbox=[712, 861, 905, 893]
muda-headline-box bbox=[31, 1213, 242, 1235]
reg-dot-yellow bbox=[814, 1438, 823, 1447]
shamanur-headline: ಅಖಿಲ ಭಾರತ ವೀರಶೈವ ಮಹಾಸಭೆಯ ರಾಷ್ಟ್ರೀಯ ಅಧ್ಯಕ್ಷ ಸ್ಥಾನವನ್ನು ಮತ್ತೆ ಬಯಸಿದ ಶಾಮನೂರು bbox=[42, 850, 231, 879]
siddaramaiah-headline: ಸಿದ್ದರಾಮಯ್ಯ ಕೆಳಗಿಳಿಸಲು ಕಾಂಗ್ರೆಸ್‌ಗರೇ ತಂತ್ರರೂಪಿಸುತ್ತಿದ್ದಾರೆ : ಟೆಂಗಿನಕಾಯಿ bbox=[712, 68, 905, 93]
muda-body: ಹುಬ್ಬಳ್ಳಿ,ಸೆ.09: ಮುಡಾ ಪ್ರಕರಣದಲ್ಲಿ ಸಿಎಂ ಸಿದ್ದರಾಮಯ್ಯನವರಿಗೆ ಗೆಲುವು ಸಿಕ್ಕಿದೆ, ನಂಬಿಸ್ಯ ವರ್ಗಗಳ ಜನತ್ತೀಯ ರಾಜಕಾರಣಿಗೆ ಯಾವುದೇ ಒಂದು ಕಳಂಕವಿಲ್ಲ. ಮುಡಾ ಪ್ರಕರಣಕ್ಕೆ ಸಂಬಂಧಿಸಿದಂತೆ ಮುಖ್ಯಮಂತ್ರಿಗಳು ಯಾವುದೇ ತಪ್ಪು ಮಾಡಿಲ್ಲ ಎಂದು ಸಚಿವರು ತಿಳಿಸಿದರು. ಸಿದ್ದರಾಮಯ್ಯನವರ ಗೌರವಕ್ಕೆ ಧಕ್ಕೆ ತರುವ ಪ್ರಯತ್ನ ನಡೆಯುತ್ತಿದೆ. ನ್ಯಾಯಾಲಯದಲ್ಲಿ ಸತ್ಯ ಹೊರಬರಲಿದ್ದು, ಸಿಎಂಗೆ ಕ್ಲೀನ್‌ಚಿಟ್ ಸಿಗುವುದು ನಿಶ್ಚಿತ ಎಂದು ವಿಶ್ವಾಸ ವ್ಯಕ್ತಪಡಿಸಿದರು. bbox=[31, 1251, 242, 1298]
lakshmi-body-col1: ಬೆಳಗಾವಿ,ಸೆ.09 : ಬೆಳಗಾವಿ ಗ್ರಾಮೀಣ ಕ್ಷೇತ್ರದ ಶಾಲೆಗಳಲ್ಲಿ ಹೊಸ ಕೊಠಡಿಗಳ ನಿರ್ಮಾಣಕ್ಕೆ 5 ಕೋಟಿ ರೂಪಾಯಿ ಬಿಡುಗಡೆ ಮಾಡುವ ಮೂಲಕ ಸಚಿವೆ ಲಕ್ಷ್ಮೀ ಹೆಬ್ಬಾಳಕರ್ ಅವರು ಹೊಸ ಸಂಪ್ರದಾಯಕ್ಕೆ ನಾಂದಿ ಹಾಡಿದ್ದಾರೆ. ಸೋಮವಾರ ನಂದಿಹಳ್ಳಿ ಗ್ರಾಮಕ್ಕೆ ತೆರಳಿ ಸಚಿವರು ಜನರ ಅಹವಾಲುಗಳನ್ನು ಆಲಿಸಿದರು. ಈ ವೇಳೆ ಶಾಲಾ ಮಕ್ಕಳು ಹಾಗೂ ಶಿಕ್ಷಕರೊಂದಿಗೆ ಸಂವಾದ ನಡೆಸಿದರು. ಸರ್ಕಾರಿ ಶಾಲೆಗಳ ಅಭಿವೃದ್ಧಿಗೆ ಸರ್ಕಾರ ಬದ್ಧವಾಗಿದೆ ಎಂದು ತಿಳಿಸಿದರು. ಗ್ರಾಮಗಳ ಅಭಿವೃದ್ಧಿ ನನ್ನ ಮೊದಲ ಆದ್ಯತೆ ಎಂದು ಸಚಿವರು ಹೇಳಿದರು. ಈ ವೇಳೆ ಯುವರಾಜ ಕದಂ, ರೇಖಾ ಹಿಂಗನ್ನವರ, ಮಹಾದೇವ ಜಾಧವ, ಶಶಿಕಾಂತ ಪಾಟೀಲ, ಸಹದೇವ ಬೆಳಗಾಂವಕರ, ರಾಮದಾಸ ಜಾಧವ, ಸುರೇಶ ಕಟಬುಗೋಳ, ಮಲ್ಲಿಕಾರ್ಜುನ ಬಾಗಿ, ಸಂಜಯ ಹೆಗಡೆ ಸೇರಿದಂತೆ ಅನೇಕರು ಉಪಸ್ಥಿತರಿದ್ದರು. ನಂತರ ಗ್ರಾಮದ ಹಿರಿಯ ಮರಾಠಿ ಪ್ರಾಥಮಿಕ ಶಾಲೆಗೆ ಭೇಟಿ ನೀಡಿ, ಶಾಲೆಯ ಸ್ಥಿತಿಗತಿಗಳನ್ನು ಪರಿಶೀಲಿಸಿದರು. ಶಾಲಾ ಸಿಬ್ಬಂದಿ, ಶಾಲಾ ಮಕ್ಕಳು ಉಪಸ್ಥಿತರಿದ್ದರು. ಇದೇ ವೇಳೆ ಕ್ಷೇತ್ರದ ರಾಜಹಂಸಗಡದಲ್ಲಿ ಜನಸ್ಪಂದನ ಕಾರ್ಯಕ್ರಮ ನಡೆಸಿ ಸಾರ್ವಜನಿಕರ ಅಹವಾಲು ಸ್ವೀಕರಿಸಿದರು. ಜನಸ್ಪಂದನದ ಮೂಲಕ ಜನರ ಸಂಕಷ್ಟಗಳನ್ನು ಆಲಿಸುತ್ತಿದ್ದೇನೆ, ನನ್ನ ಕರ್ತವ್ಯ ಮಾಡುತ್ತಿದ್ದೇನೆ ಎಂದು ಸಚಿವೆ ಲಕ್ಷ್ಮೀ ಹೆಬ್ಬಾಳಕರ್ ಹೇಳಿದರು. bbox=[251, 141, 396, 327]
lakshmi-headline-line2: ಶಾಲೆಗಳಲ್ಲಿ ಕೊಠಡಿ ನಿರ್ಮಾಣಕ್ಕೆ 5 ಕೋಟಿ ರೂಪಾಯಿ bbox=[343, 98, 601, 116]
idgah-headline: ಈದ್ಗಾ ಮೈದಾನದ ಗಣೇಶನಿಗೆ ಅದ್ದೂರಿ ವಿದಾಯ bbox=[327, 844, 617, 866]
ganapati-photo bbox=[258, 562, 540, 710]
ctravi-headline: ದೀಪಾವಳಿಯೊಳಗೆ ರಾಜ್ಯ ಸರ್ಕಾರ ಪತನ : ಸಿಟಿ ರವಿ ಭವಿಷ್ಯ bbox=[340, 1244, 604, 1260]
ctravi-byline: (ಹಸಿರುಕ್ರಾಂತಿ ವರದಿ) bbox=[296, 1273, 351, 1282]
reg-dot-magenta bbox=[112, 1438, 121, 1447]
column-divider bbox=[697, 60, 698, 1435]
siddaramaiah-byline: (ಹಸಿರುಕ್ರಾಂತಿ ವರದಿ) bbox=[781, 115, 836, 124]
lakshmi-headline-box bbox=[251, 62, 693, 124]
kulkarni-headline-box bbox=[702, 1158, 915, 1182]
mrinal-headline-box bbox=[702, 362, 915, 412]
mooru-photo bbox=[702, 908, 915, 1020]
reg-dot-cyan bbox=[790, 1438, 799, 1447]
header-rule bbox=[28, 57, 918, 59]
reg-dot-yellow bbox=[584, 1438, 593, 1447]
ganapati-body-col1: ಬಳ್ಳಾರಿ,ಸೆ.09 : ಐತಿಹಾಸ ಪ್ರಸಿದ್ಧ ತಾಲೂಕಿನ ಸಂಜೀವರಾಯನಕೋಟೆಯಲ್ಲಿ ಗಣೇಶ ಚತುರ್ಥಿ ಅಂಗವಾಗಿ ಅಗ್ನಿ ಶಿವರೂಪ ಗಣಪತಿ ಪ್ರತಿಷ್ಠಾಪನೆ ಮಾಡಲಾಯಿತು. ಗ್ರಾಮ ದಿನ ಜನರು ಭಕ್ತಿಯಿಂದ ಪೂಜೆ ಸಲ್ಲಿಸಿದರು. ಗ್ರಾಮದ ಯುವಕರು ಬಣ್ಣ ಬಣ್ಣದ ಬಲೂನ್‌ಗಳಿಂದ ವೇದಿಕೆಯನ್ನು ಸಿಂಗರಿಸಿದ್ದರು. ಮಕ್ಕಳ ಸಾಂಸ್ಕೃತಿಕ ತಂಡಗಳ ಪ್ರದರ್ಶನ ನೋಡುಗರ ಮನಸ್ಸೂರೆಗೊಂಡಿತು. ಡಿ.ಜೆ. ತಾಳಕ್ಕೆ ಯುವಕರು ಕುಣಿದು ಕುಪ್ಪಳಿಸಿದರು. ಸಂಜೆ ಗಣಪತಿ ವಿಸರ್ಜನಾ ಮೆರವಣಿಗೆ ಅದ್ದೂರಿಯಾಗಿ ನಡೆಯಿತು. ಕಾರ್ಯಕ್ರಮದಲ್ಲಿ ವಿಶಾಲ, ಸುರೇಶ, ಶಂಕರ, ರಘು, ಶಿವಕುಮಾರ, ಭೀಮಣ್ಣ, ರವಿ, ಶೇಖರ, ಹನುಮಂತ, ಸಿಪ್ಪಿ, ಶ್ರೀನಿವಾಸ ಸೇರಿದಂತೆ ಗ್ರಾಮಸ್ಥರು ಭಾಗವಹಿಸಿದ್ದರು. bbox=[258, 726, 398, 838]
reg-dot-black bbox=[136, 1438, 145, 1447]
reg-dot-cyan bbox=[100, 1438, 109, 1447]
date-kannada: ಮಂಗಳವಾರ ೧೦-೦೯-೨೦೨೪ bbox=[79, 35, 156, 44]
idgah-byline: (ಹಸಿರುಕ್ರಾಂತಿ ವರದಿ) bbox=[296, 876, 351, 885]
shamanur-byline: (ಹಸಿರುಕ್ರಾಂತಿ ವರದಿ) bbox=[109, 1026, 164, 1035]
reg-dot-yellow bbox=[354, 1438, 363, 1447]
column-divider bbox=[247, 60, 248, 1435]
date-english: Tuesday 10 September 2024 bbox=[79, 44, 207, 53]
reg-dot-magenta bbox=[802, 1438, 811, 1447]
mrinal-byline: (ಹಸಿರುಕ್ರಾಂತಿ ವರದಿ) bbox=[781, 542, 836, 551]
reg-dot-black bbox=[826, 1438, 835, 1447]
siddaramaiah-body: ಹುಬ್ಬಳ್ಳಿ,ಸೆ.09: ಕಳೆದ ಒಂದೂವರೆ ವರ್ಷದಲ್ಲಿ ಕರ್ನಾಟಕ ರಾಜ್ಯ ಸರ್ಕಾರ ಬಡವರನ್ನ ಭ್ರಷ್ಟಾಚಾರದ ಕೂಪದಲ್ಲಿ ಸಿಲುಕಿಸುತ್ತಿದೆ. ಭ್ರಷ್ಟಾಚಾರ ರಹಿತ ಸರ್ಕಾರ ಎಂದು ಹೇಳಿಕೊಳ್ಳುತ್ತ ಸಮಾಜವಾದಿ ವಕ್ತಾರ ಸಿಎಂ ಸಿದ್ದರಾಮಯ್ಯನವರೇ ಮುಡಾ, ವಾಲ್ಮೀಕಿ ಹಗರಣದಲ್ಲಿ ಸಿಲುಕಿಕೊಂಡಿದ್ದಾರೆ ಎಂದು ಶಾಸಕ ಮಹೇಶ ಟೆಂಗಿನಕಾಯಿ ಆರೋಪಿಸಿದರು. ನಗರದಲ್ಲಿಂದು ಮಾಧ್ಯಮದ ಜೊತೆಗೆ ಮಾತನಾಡಿದ ಅವರು, ಈಗಾಗಲೇ ಕೋರ್ಟ್ ಸಿಎಂ ಮುಡಾ ಹಗರಣಕ್ಕೆ ಸಂಬಂಧಿಸಿದ ಪ್ರಕರಣದಲ್ಲಿ ನ್ಯಾಯಾಲಯಕ್ಕೆ ಹಾಜರಾಗಬೇಕೆಂದು ನೋಟಿಸ್ ನೀಡಿದೆ. ಈ ಬಗ್ಗೆ ಸಿದ್ದರಾಮಯ್ಯನವರು ರಾಜೀನಾಮೆ ನೀಡಬೇಕು. ಮೇಲಿಂದ ಮೇಲೆ ಕಾಂಗ್ರೆಸ್ ನಾಯಕರೇ ಸಿಎಂ ವಿರುದ್ಧ ಹೇಳಿಕೆ ನೀಡುತ್ತಿದ್ದಾರೆ. ಬಿಜೆಪಿ ವತಿಯಿಂದ ರಾಜ್ಯವ್ಯಾಪಿ ಹೋರಾಟ ನಡೆಸಲಾಗುವುದು. ಈಗ ತನಿಖೆ ಎದುರಿಸಲು ಅವರು ಸಿದ್ಧರಾಗಬೇಕು ಎಂದು ಅವರು ಆಗ್ರಹಿಸಿದರು. ರಾಜ್ಯಪಾಲರ ಅನುಮತಿಯ ನಂತರ ಮುಖ್ಯಮಂತ್ರಿ ಸ್ಥಾನದಲ್ಲಿ ಮುಂದುವರಿಯುವುದು ಸರಿಯಲ್ಲ ಎಂದು ಅವರು ವಿಶ್ವಾಸ ವ್ಯಕ್ತಪಡಿಸಿದರು. bbox=[702, 127, 915, 229]
muda-headline: ಮುಡಾ ಪ್ರಕರಣದಲ್ಲಿ ಸಿಎಂಗೆ ಕ್ಲೀನ್‌ಚಿಟ್ ನಿಶ್ಚಿತ bbox=[66, 1219, 207, 1230]
lakshmi-headline-line1: ಲಕ್ಷ್ಮೀ ಹೆಬ್ಬಾಳಕರ್ ಅವರಿಂದ ಹೊಸ ಸಂಪ್ರದಾಯಕ್ಕೆ ನಾಂದಿ bbox=[334, 71, 610, 89]
tractor-headline: ಟ್ರ್ಯಾಕ್ಟರ್ ಬೆಳ್ಳಿಮಹೋತ್ಸವ ಆಚರಿಸಿದ ರೈತ bbox=[39, 69, 234, 87]
ganapati-byline: (ಹಸಿರುಕ್ರಾಂತಿ ವರದಿ) bbox=[300, 714, 356, 723]
registration-marks-midleft bbox=[330, 1438, 375, 1448]
kulkarni-headline: ಪ್ರೊ. ಜಿ. ಕೆ. ಕುಲಕರ್ಣಿಯವರಿಗೆ ಗೌರವ bbox=[741, 1165, 876, 1177]
siddaramaiah-headline-box bbox=[702, 62, 915, 112]
